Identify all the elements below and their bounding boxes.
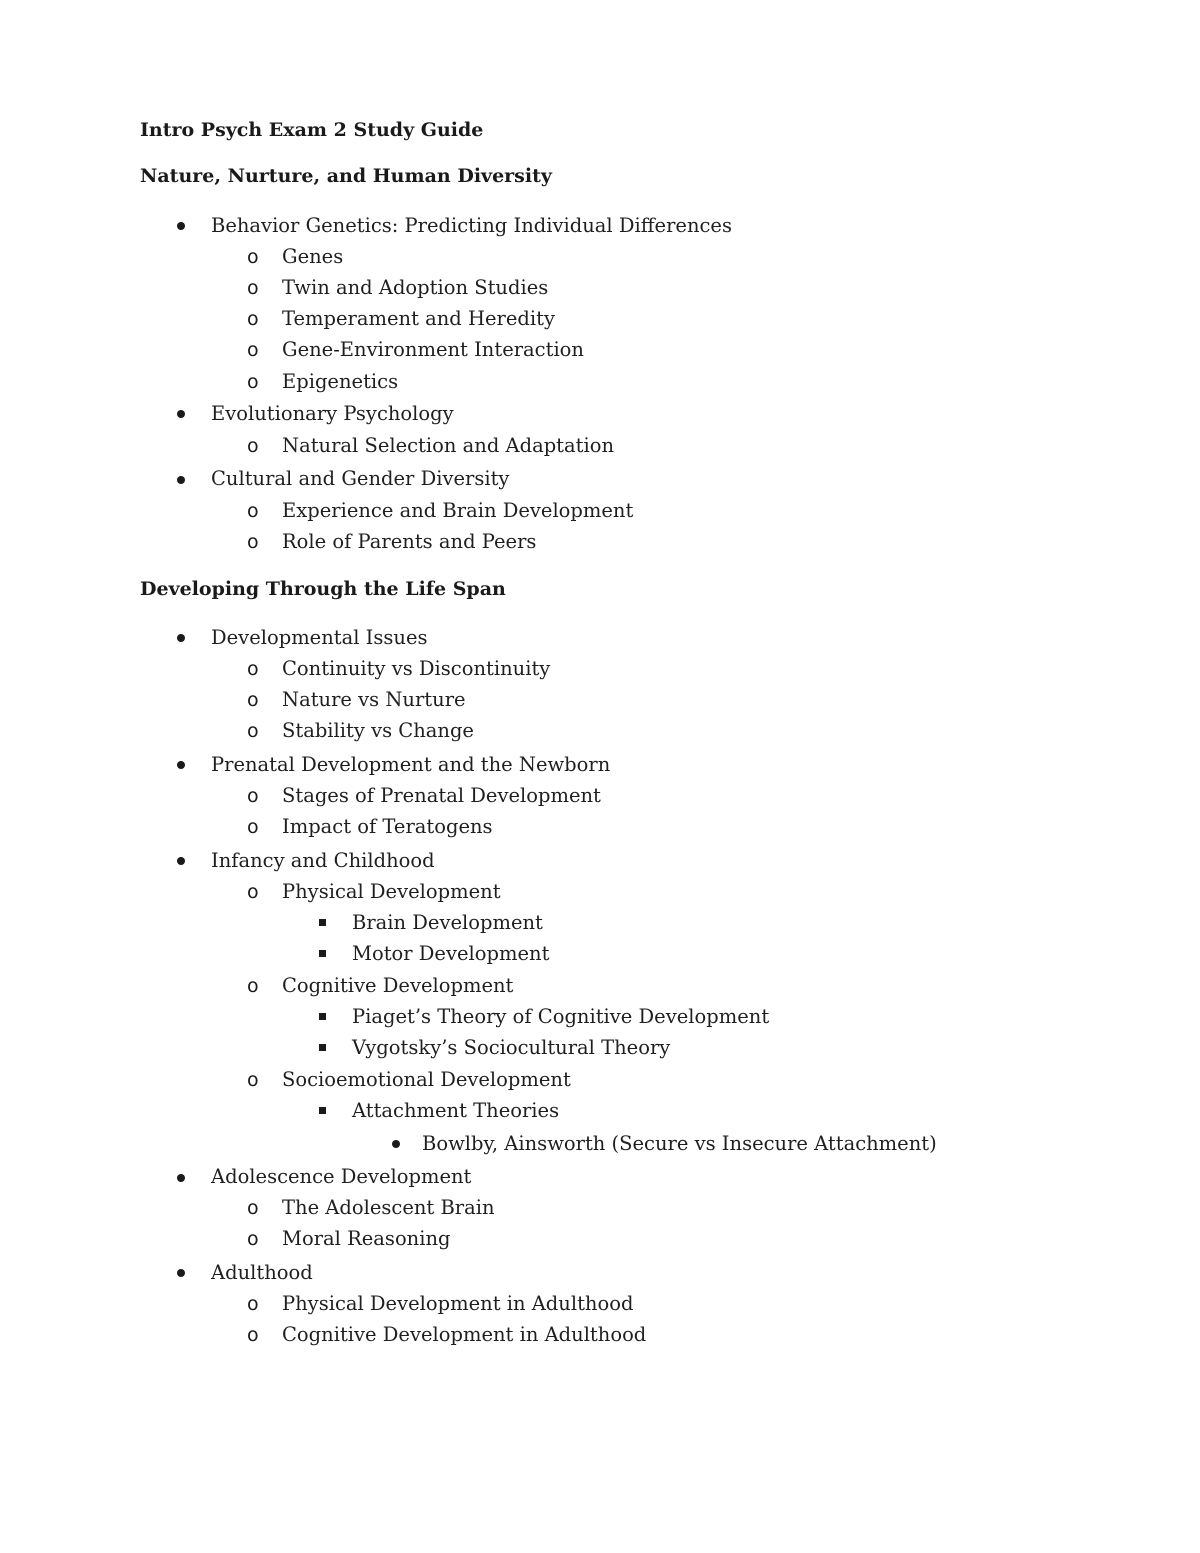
list-item: Evolutionary Psychology: [211, 402, 454, 425]
list-item: Stability vs Change: [282, 719, 474, 742]
list-item: Impact of Teratogens: [282, 815, 493, 838]
list-item: Epigenetics: [282, 370, 399, 393]
list-item: Brain Development: [352, 911, 543, 934]
list-item: Prenatal Development and the Newborn: [211, 753, 611, 776]
list-item: Gene-Environment Interaction: [282, 338, 584, 361]
bullet-circle-icon: o: [247, 1293, 259, 1315]
list-item: Attachment Theories: [352, 1099, 560, 1122]
list-item: Moral Reasoning: [282, 1227, 451, 1250]
list-item: Natural Selection and Adaptation: [282, 434, 615, 457]
bullet-disc-icon: [392, 1140, 400, 1148]
list-item: Adulthood: [211, 1261, 313, 1284]
bullet-circle-icon: o: [247, 371, 259, 393]
list-item: Infancy and Childhood: [211, 849, 435, 872]
list-item: Bowlby, Ainsworth (Secure vs Insecure Attachment): [422, 1132, 937, 1155]
list-item: Cognitive Development in Adulthood: [282, 1323, 647, 1346]
bullet-circle-icon: o: [247, 1324, 259, 1346]
list-item: Physical Development: [282, 880, 501, 903]
bullet-circle-icon: o: [247, 975, 259, 997]
list-item: Stages of Prenatal Development: [282, 784, 601, 807]
list-item: Piaget’s Theory of Cognitive Development: [352, 1005, 770, 1028]
bullet-circle-icon: o: [247, 435, 259, 457]
bullet-circle-icon: o: [247, 339, 259, 361]
bullet-circle-icon: o: [247, 500, 259, 522]
list-item: Adolescence Development: [211, 1165, 472, 1188]
bullet-circle-icon: o: [247, 658, 259, 680]
list-item: Behavior Genetics: Predicting Individual Differences: [211, 214, 732, 237]
bullet-circle-icon: o: [247, 689, 259, 711]
list-item: Role of Parents and Peers: [282, 530, 537, 553]
section-heading: Developing Through the Life Span: [140, 578, 506, 600]
bullet-disc-icon: [177, 476, 185, 484]
bullet-disc-icon: [177, 634, 185, 642]
list-item: Developmental Issues: [211, 626, 428, 649]
list-item: Motor Development: [352, 942, 550, 965]
list-item: Experience and Brain Development: [282, 499, 634, 522]
list-item: Continuity vs Discontinuity: [282, 657, 551, 680]
list-item: Cognitive Development: [282, 974, 514, 997]
list-item: Temperament and Heredity: [282, 307, 555, 330]
list-item: Physical Development in Adulthood: [282, 1292, 634, 1315]
bullet-disc-icon: [177, 1174, 185, 1182]
bullet-square-icon: [319, 1044, 326, 1051]
bullet-disc-icon: [177, 1269, 185, 1277]
list-item: Twin and Adoption Studies: [282, 276, 549, 299]
section-heading: Nature, Nurture, and Human Diversity: [140, 165, 552, 187]
bullet-circle-icon: o: [247, 881, 259, 903]
bullet-circle-icon: o: [247, 531, 259, 553]
bullet-circle-icon: o: [247, 1197, 259, 1219]
bullet-circle-icon: o: [247, 308, 259, 330]
list-item: Socioemotional Development: [282, 1068, 571, 1091]
list-item: Vygotsky’s Sociocultural Theory: [352, 1036, 671, 1059]
bullet-circle-icon: o: [247, 1228, 259, 1250]
bullet-square-icon: [319, 1013, 326, 1020]
list-item: The Adolescent Brain: [282, 1196, 495, 1219]
bullet-disc-icon: [177, 410, 185, 418]
bullet-square-icon: [319, 950, 326, 957]
bullet-circle-icon: o: [247, 720, 259, 742]
bullet-disc-icon: [177, 222, 185, 230]
bullet-circle-icon: o: [247, 246, 259, 268]
bullet-disc-icon: [177, 761, 185, 769]
bullet-circle-icon: o: [247, 785, 259, 807]
bullet-circle-icon: o: [247, 816, 259, 838]
bullet-disc-icon: [177, 857, 185, 865]
list-item: Genes: [282, 245, 344, 268]
bullet-square-icon: [319, 919, 326, 926]
list-item: Cultural and Gender Diversity: [211, 467, 510, 490]
list-item: Nature vs Nurture: [282, 688, 466, 711]
bullet-circle-icon: o: [247, 277, 259, 299]
document-title: Intro Psych Exam 2 Study Guide: [140, 119, 484, 141]
bullet-circle-icon: o: [247, 1069, 259, 1091]
bullet-square-icon: [319, 1107, 326, 1114]
